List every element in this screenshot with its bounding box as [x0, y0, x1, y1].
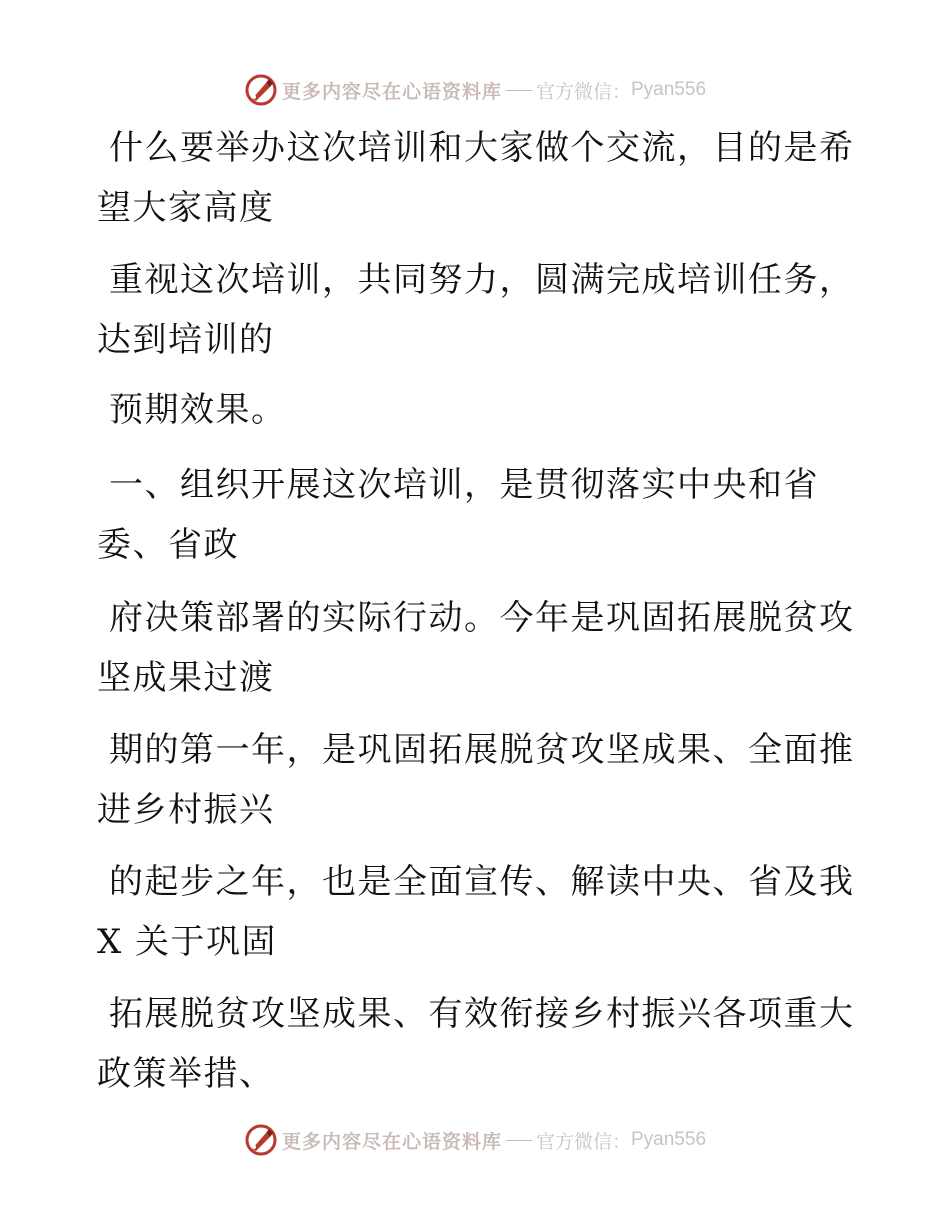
watermark-contact-id: Pyan556 — [631, 1129, 707, 1150]
paragraph-line: 坚成果过渡 — [97, 658, 275, 698]
watermark-contact-id: Pyan556 — [631, 79, 707, 100]
paragraph-line: 拓展脱贫攻坚成果、有效衔接乡村振兴各项重大 — [109, 994, 855, 1034]
paragraph-line: 进乡村振兴 — [97, 790, 275, 830]
paragraph-5 — [97, 588, 857, 708]
watermark-separator — [506, 1140, 532, 1141]
paragraph-line: 政策举措、 — [97, 1054, 275, 1094]
paragraph-line: 望大家高度 — [97, 188, 275, 228]
footer-watermark — [0, 1120, 950, 1160]
watermark-contact-label: 官方微信： — [535, 80, 631, 103]
paragraph-6 — [97, 720, 857, 840]
paragraph-8 — [97, 984, 857, 1104]
pen-logo-icon — [244, 1123, 278, 1157]
header-watermark — [0, 70, 950, 110]
paragraph-line: 什么要举办这次培训和大家做个交流，目的是希 — [109, 128, 855, 168]
paragraph-line: 达到培训的 — [97, 320, 275, 360]
watermark-separator — [506, 90, 532, 91]
paragraph-line: 委、省政 — [97, 525, 239, 565]
paragraph-4 — [97, 455, 857, 575]
pen-logo-icon — [244, 73, 278, 107]
paragraph-line: X 关于巩固 — [97, 922, 278, 962]
paragraph-7 — [97, 852, 857, 972]
paragraph-line: 的起步之年，也是全面宣传、解读中央、省及我 — [109, 862, 855, 902]
paragraph-2 — [97, 250, 857, 370]
paragraph-1 — [97, 118, 857, 238]
paragraph-line: 一、组织开展这次培训，是贯彻落实中央和省 — [109, 465, 819, 505]
paragraph-line: 重视这次培训，共同努力，圆满完成培训任务， — [109, 260, 855, 300]
watermark-contact-label: 官方微信： — [535, 1130, 631, 1153]
watermark-text: 更多内容尽在心语资料库 — [281, 80, 502, 103]
paragraph-line: 期的第一年，是巩固拓展脱贫攻坚成果、全面推 — [109, 730, 855, 770]
paragraph-line: 预期效果。 — [109, 390, 287, 430]
paragraph-3 — [97, 380, 857, 440]
watermark-text: 更多内容尽在心语资料库 — [281, 1130, 502, 1153]
paragraph-line: 府决策部署的实际行动。今年是巩固拓展脱贫攻 — [109, 598, 855, 638]
